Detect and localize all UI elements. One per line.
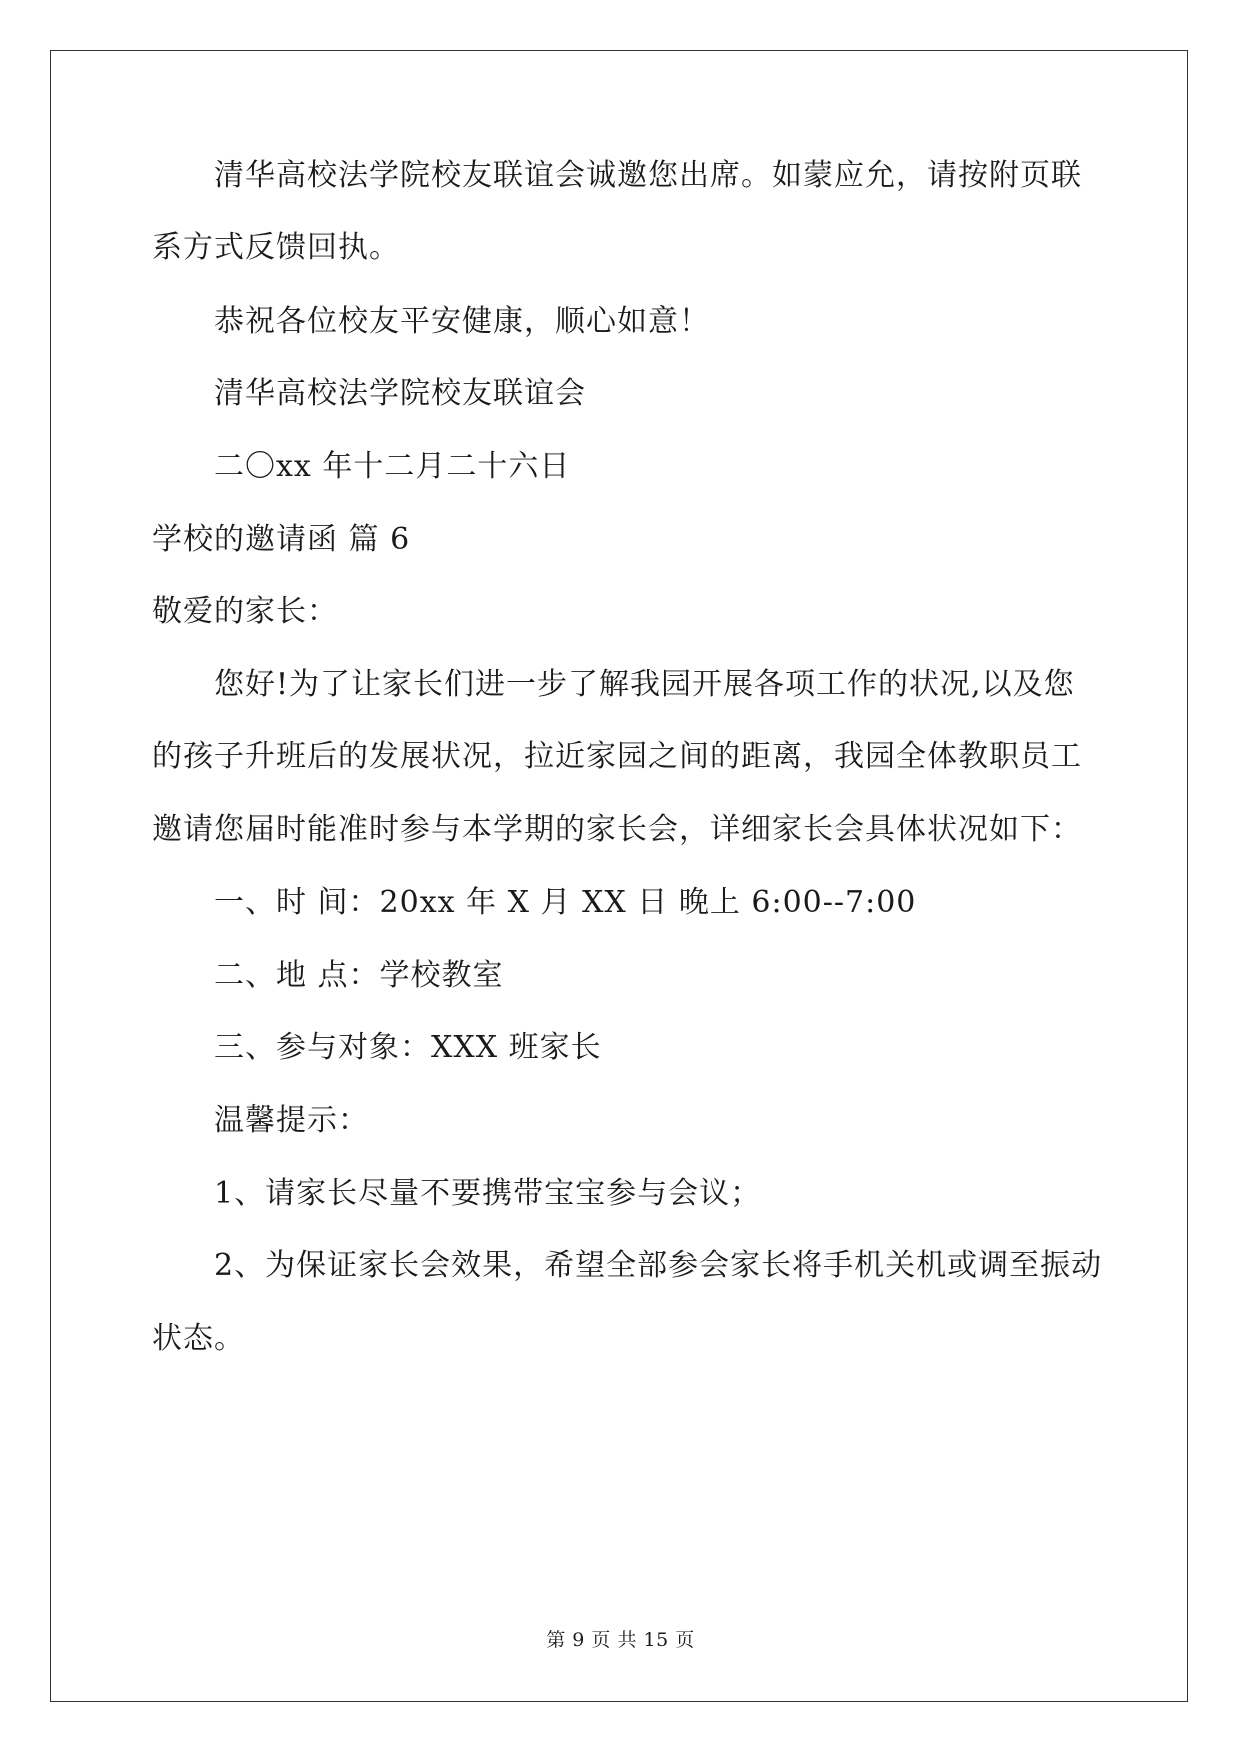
invitation-paragraph-line-2: 系方式反馈回执。 [152,230,400,265]
tip-item-2-line-2: 状态。 [152,1321,245,1356]
page-border [50,50,1188,1702]
meeting-location: 二、地 点：学校教室 [214,958,504,993]
invitation-paragraph-line-1: 清华高校法学院校友联谊会诚邀您出席。如蒙应允，请按附页联 [214,158,1082,193]
page-number-footer: 第 9 页 共 15 页 [546,1629,695,1651]
signature-date: 二〇xx 年十二月二十六日 [214,449,571,484]
body-paragraph-line-3: 邀请您届时能准时参与本学期的家长会，详细家长会具体状况如下： [152,812,1082,847]
tip-item-2-line-1: 2、为保证家长会效果，希望全部参会家长将手机关机或调至振动 [214,1248,1103,1283]
tip-item-1: 1、请家长尽量不要携带宝宝参与会议； [214,1176,762,1211]
meeting-time: 一、时 间：20xx 年 X 月 XX 日 晚上 6:00--7:00 [214,885,917,920]
body-paragraph-line-1: 您好!为了让家长们进一步了解我园开展各项工作的状况,以及您 [214,667,1075,702]
section-heading: 学校的邀请函 篇 6 [152,522,411,557]
tips-heading: 温馨提示： [214,1103,369,1138]
body-paragraph-line-2: 的孩子升班后的发展状况，拉近家园之间的距离，我园全体教职员工 [152,739,1082,774]
blessing-line: 恭祝各位校友平安健康，顺心如意！ [214,304,710,339]
salutation: 敬爱的家长： [152,594,338,629]
signature-organization: 清华高校法学院校友联谊会 [214,376,586,411]
meeting-attendees: 三、参与对象：XXX 班家长 [214,1030,602,1065]
